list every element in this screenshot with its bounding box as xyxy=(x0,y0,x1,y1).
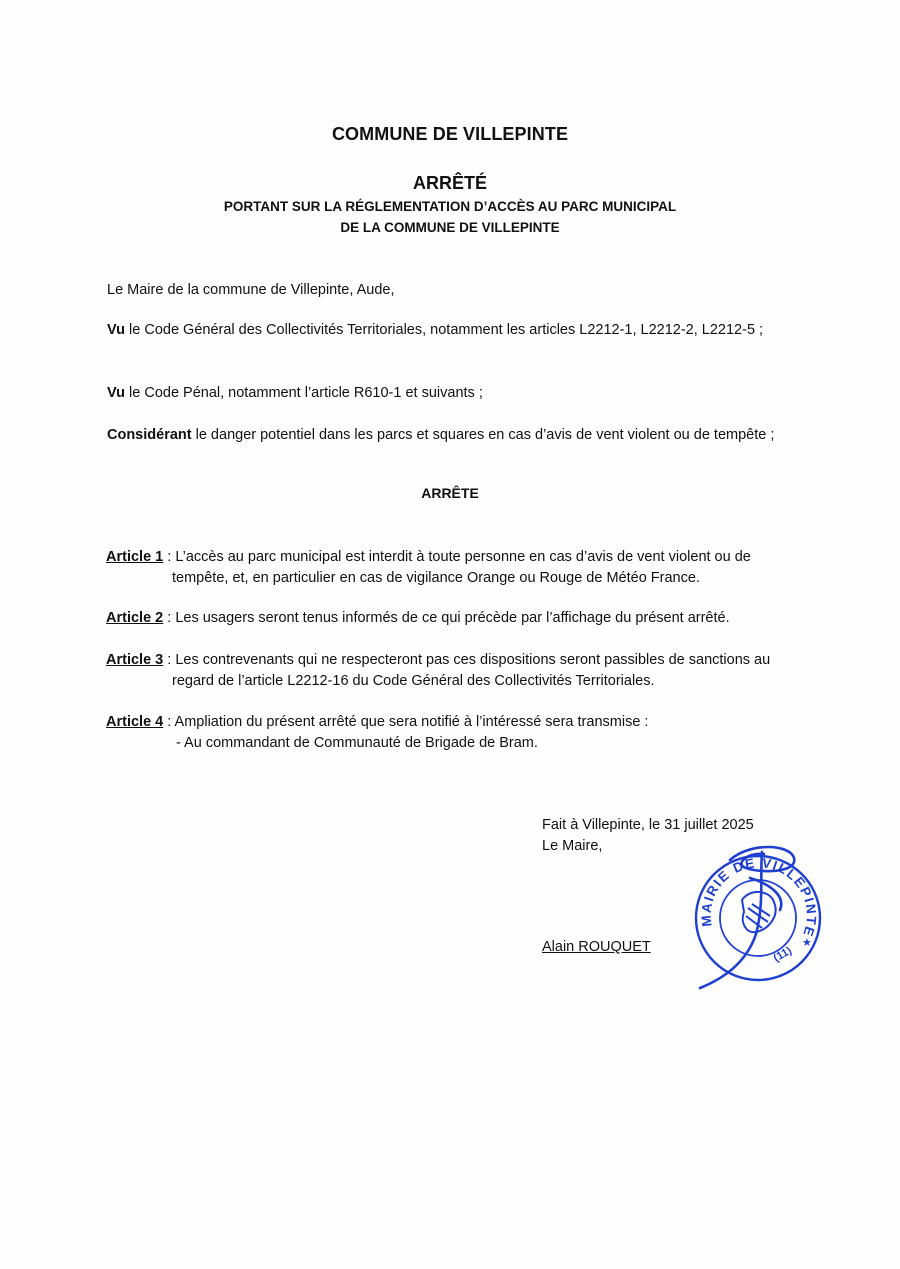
article-text-continued: - Au commandant de Communauté de Brigade de Bram. xyxy=(176,735,538,751)
article-separator: : xyxy=(163,549,176,565)
seal-department: (11) xyxy=(771,944,794,965)
signature-role: Le Maire, xyxy=(542,838,603,854)
arrete-section-title: ARRÊTE xyxy=(421,485,479,501)
vu-code-penal-text: le Code Pénal, notamment l’article R610-1 et suivants ; xyxy=(125,385,483,401)
article-text: Ampliation du présent arrêté que sera notifié à l’intéressé sera transmise : xyxy=(174,714,649,730)
article-label: Article 4 xyxy=(106,714,164,730)
vu-cgct-paragraph xyxy=(107,320,827,341)
article-3 xyxy=(106,650,826,692)
article-separator: : xyxy=(163,714,175,730)
article-2 xyxy=(106,608,826,629)
article-separator: : xyxy=(163,652,176,668)
article-separator: : xyxy=(163,610,176,626)
vu-keyword: Vu xyxy=(107,322,125,338)
maire-intro: Le Maire de la commune de Villepinte, Aude, xyxy=(107,282,395,298)
vu-keyword: Vu xyxy=(107,385,125,401)
seal-text: MAIRIE DE VILLEPINTE xyxy=(698,855,820,940)
article-label: Article 2 xyxy=(106,610,164,626)
article-text-continued: tempête, et, en particulier en cas de vigilance Orange ou Rouge de Météo France. xyxy=(172,570,700,586)
considerant-keyword: Considérant xyxy=(107,427,192,443)
article-label: Article 1 xyxy=(106,549,164,565)
vu-code-penal-paragraph xyxy=(107,383,827,404)
article-text-continued: regard de l’article L2212-16 du Code Général des Collectivités Territoriales. xyxy=(172,673,655,689)
article-text: Les contrevenants qui ne respecteront pas ces dispositions seront passibles de sanctions au xyxy=(175,652,771,668)
subject-line-1: PORTANT SUR LA RÉGLEMENTATION D’ACCÈS AU PARC MUNICIPAL xyxy=(223,199,677,214)
article-label: Article 3 xyxy=(106,652,164,668)
arrete-title: ARRÊTÉ xyxy=(412,173,487,193)
vu-cgct-text: le Code Général des Collectivités Territoriales, notamment les articles L2212-1, L2212-2, L2212-5 ; xyxy=(125,322,764,338)
considerant-text: le danger potentiel dans les parcs et squares en cas d’avis de vent violent ou de tempête ; xyxy=(191,427,775,443)
article-1 xyxy=(106,547,826,589)
considerant-paragraph xyxy=(107,425,867,446)
signature-place-date: Fait à Villepinte, le 31 juillet 2025 xyxy=(542,817,754,833)
star-icon: ★ xyxy=(802,936,812,949)
article-text: Les usagers seront tenus informés de ce qui précède par l’affichage du présent arrêté. xyxy=(175,610,730,626)
subject-line-2: DE LA COMMUNE DE VILLEPINTE xyxy=(340,220,560,235)
signatory-name: Alain ROUQUET xyxy=(542,939,651,955)
article-text: L’accès au parc municipal est interdit à toute personne en cas d’avis de vent violent ou de xyxy=(175,549,751,565)
commune-heading: COMMUNE DE VILLEPINTE xyxy=(331,124,569,144)
mairie-seal-stamp xyxy=(690,838,830,998)
article-4 xyxy=(106,712,826,754)
